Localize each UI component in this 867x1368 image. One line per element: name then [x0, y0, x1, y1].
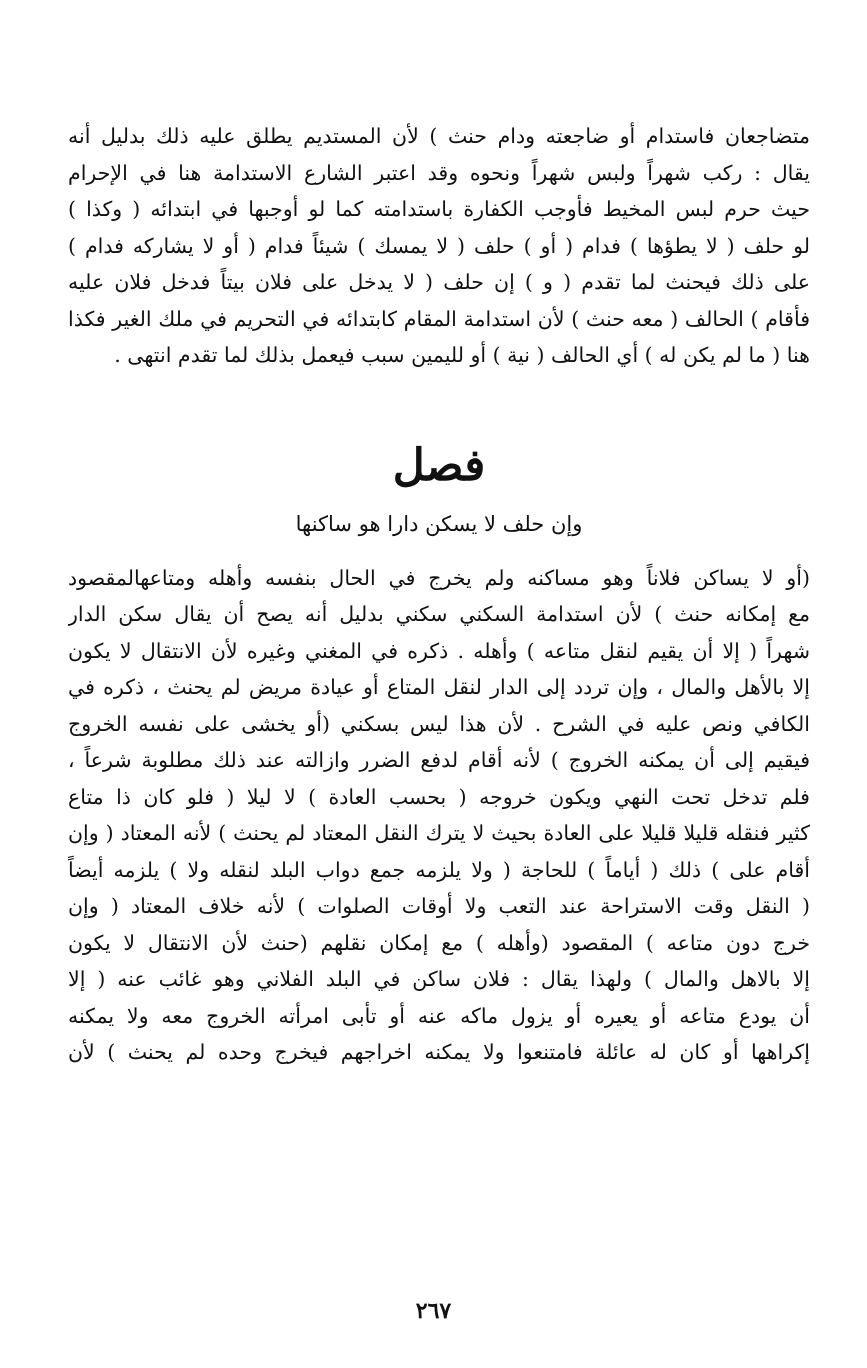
section-subheading: وإن حلف لا يسكن دارا هو ساكنها [295, 511, 583, 536]
text-line: مع إمكانه حنث ) لأن استدامة السكني سكني بدليل أنه يصح أن يقال سكن الدار [68, 602, 810, 626]
text-line: لو حلف ( لا يطؤها ) فدام ( أو ) حلف ( لا يمسك ) شيئاً فدام ( أو لا يشاركه فدام ) [68, 233, 810, 258]
text-line: فيقيم إلى أن يمكنه الخروج ) لأنه أقام لدفع الضرر وازالته عند ذلك مطلوبة شرعاً ، [68, 748, 810, 772]
text-line: كثير فنقله قليلا قليلا على العادة بحيث لا يترك النقل المعتاد لم يحنث ) لأنه المعتاد ( وإن [68, 821, 810, 845]
intro-paragraph [68, 118, 810, 374]
text-line: الكافي ونص عليه في الشرح . لأن هذا ليس بسكني (أو يخشى على نفسه الخروج [68, 711, 810, 736]
text-line: إلا بالاهل والمال ) ولهذا يقال : فلان ساكن في البلد الفلاني وهو غائب عنه ( إلا [68, 967, 810, 991]
page-number: ٢٦٧ [415, 1298, 452, 1324]
text-line: على ذلك فيحنث لما تقدم ( و ) إن حلف ( لا يدخل على فلان بيتاً فدخل فلان عليه [68, 270, 810, 294]
text-line: ( النقل وقت الاستراحة عند التعب ولا أوقات الصلوات ) لأنه خلاف المعتاد ( وإن [68, 894, 810, 918]
text-line: فأقام ) الحالف ( معه حنث ) لأن استدامة المقام كابتدائه في التحريم في ملك الغير فكذا [68, 306, 810, 331]
section-paragraph [68, 560, 810, 1071]
text-line: فلم تدخل تحت النهي ويكون خروجه ( بحسب العادة ) لا ليلا ( فلو كان ذا متاع [68, 784, 810, 809]
text-line: خرج دون متاعه ) المقصود (وأهله ) مع إمكان نقلهم (حنث لأن الانتقال لا يكون [68, 930, 810, 955]
text-line: إلا بالأهل والمال ، وإن تردد إلى الدار لنقل المتاع أو عيادة مريض لم يحنث ، ذكره في [68, 675, 810, 699]
text-line: شهراً ( إلا أن يقيم لنقل متاعه ) وأهله . ذكره في المغني وغيره لأن الانتقال لا يكون [68, 638, 810, 663]
page-body [68, 118, 810, 1071]
section-heading: فصل [392, 439, 486, 491]
text-line: إكراهها أو كان له عائلة فامتنعوا ولا يمكنه اخراجهم فيخرج وحده لم يحنث ) لأن [68, 1040, 810, 1064]
text-line: أن يودع متاعه أو يعيره أو يزول ماكه عنه أو تأبى امرأته الخروج معه ولا يمكنه [68, 1003, 810, 1028]
text-line: أقام على ) ذلك ( أياماً ) للحاجة ( ولا يلزمه جمع دواب البلد لنقله ولا ) يلزمه أيضاً [68, 857, 810, 882]
text-line: يقال : ركب شهراً ولبس شهراً ونحوه وقد اعتبر الشارع الاستدامة هنا في الإحرام [68, 160, 810, 185]
text-line: حيث حرم لبس المخيط فأوجب الكفارة باستدامته كما لو أوجبها في ابتدائه ( وكذا ) [68, 197, 810, 221]
text-line: متضاجعان فاستدام أو ضاجعته ودام حنث ) لأن المستديم يطلق عليه ذلك بدليل أنه [68, 124, 810, 148]
text-line: (أو لا يساكن فلاناً وهو مساكنه ولم يخرج في الحال بنفسه وأهله ومتاعهالمقصود [68, 565, 810, 590]
text-line: هنا ( ما لم يكن له ) أي الحالف ( نية ) أو لليمين سبب فيعمل بذلك لما تقدم انتهى . [114, 343, 810, 367]
